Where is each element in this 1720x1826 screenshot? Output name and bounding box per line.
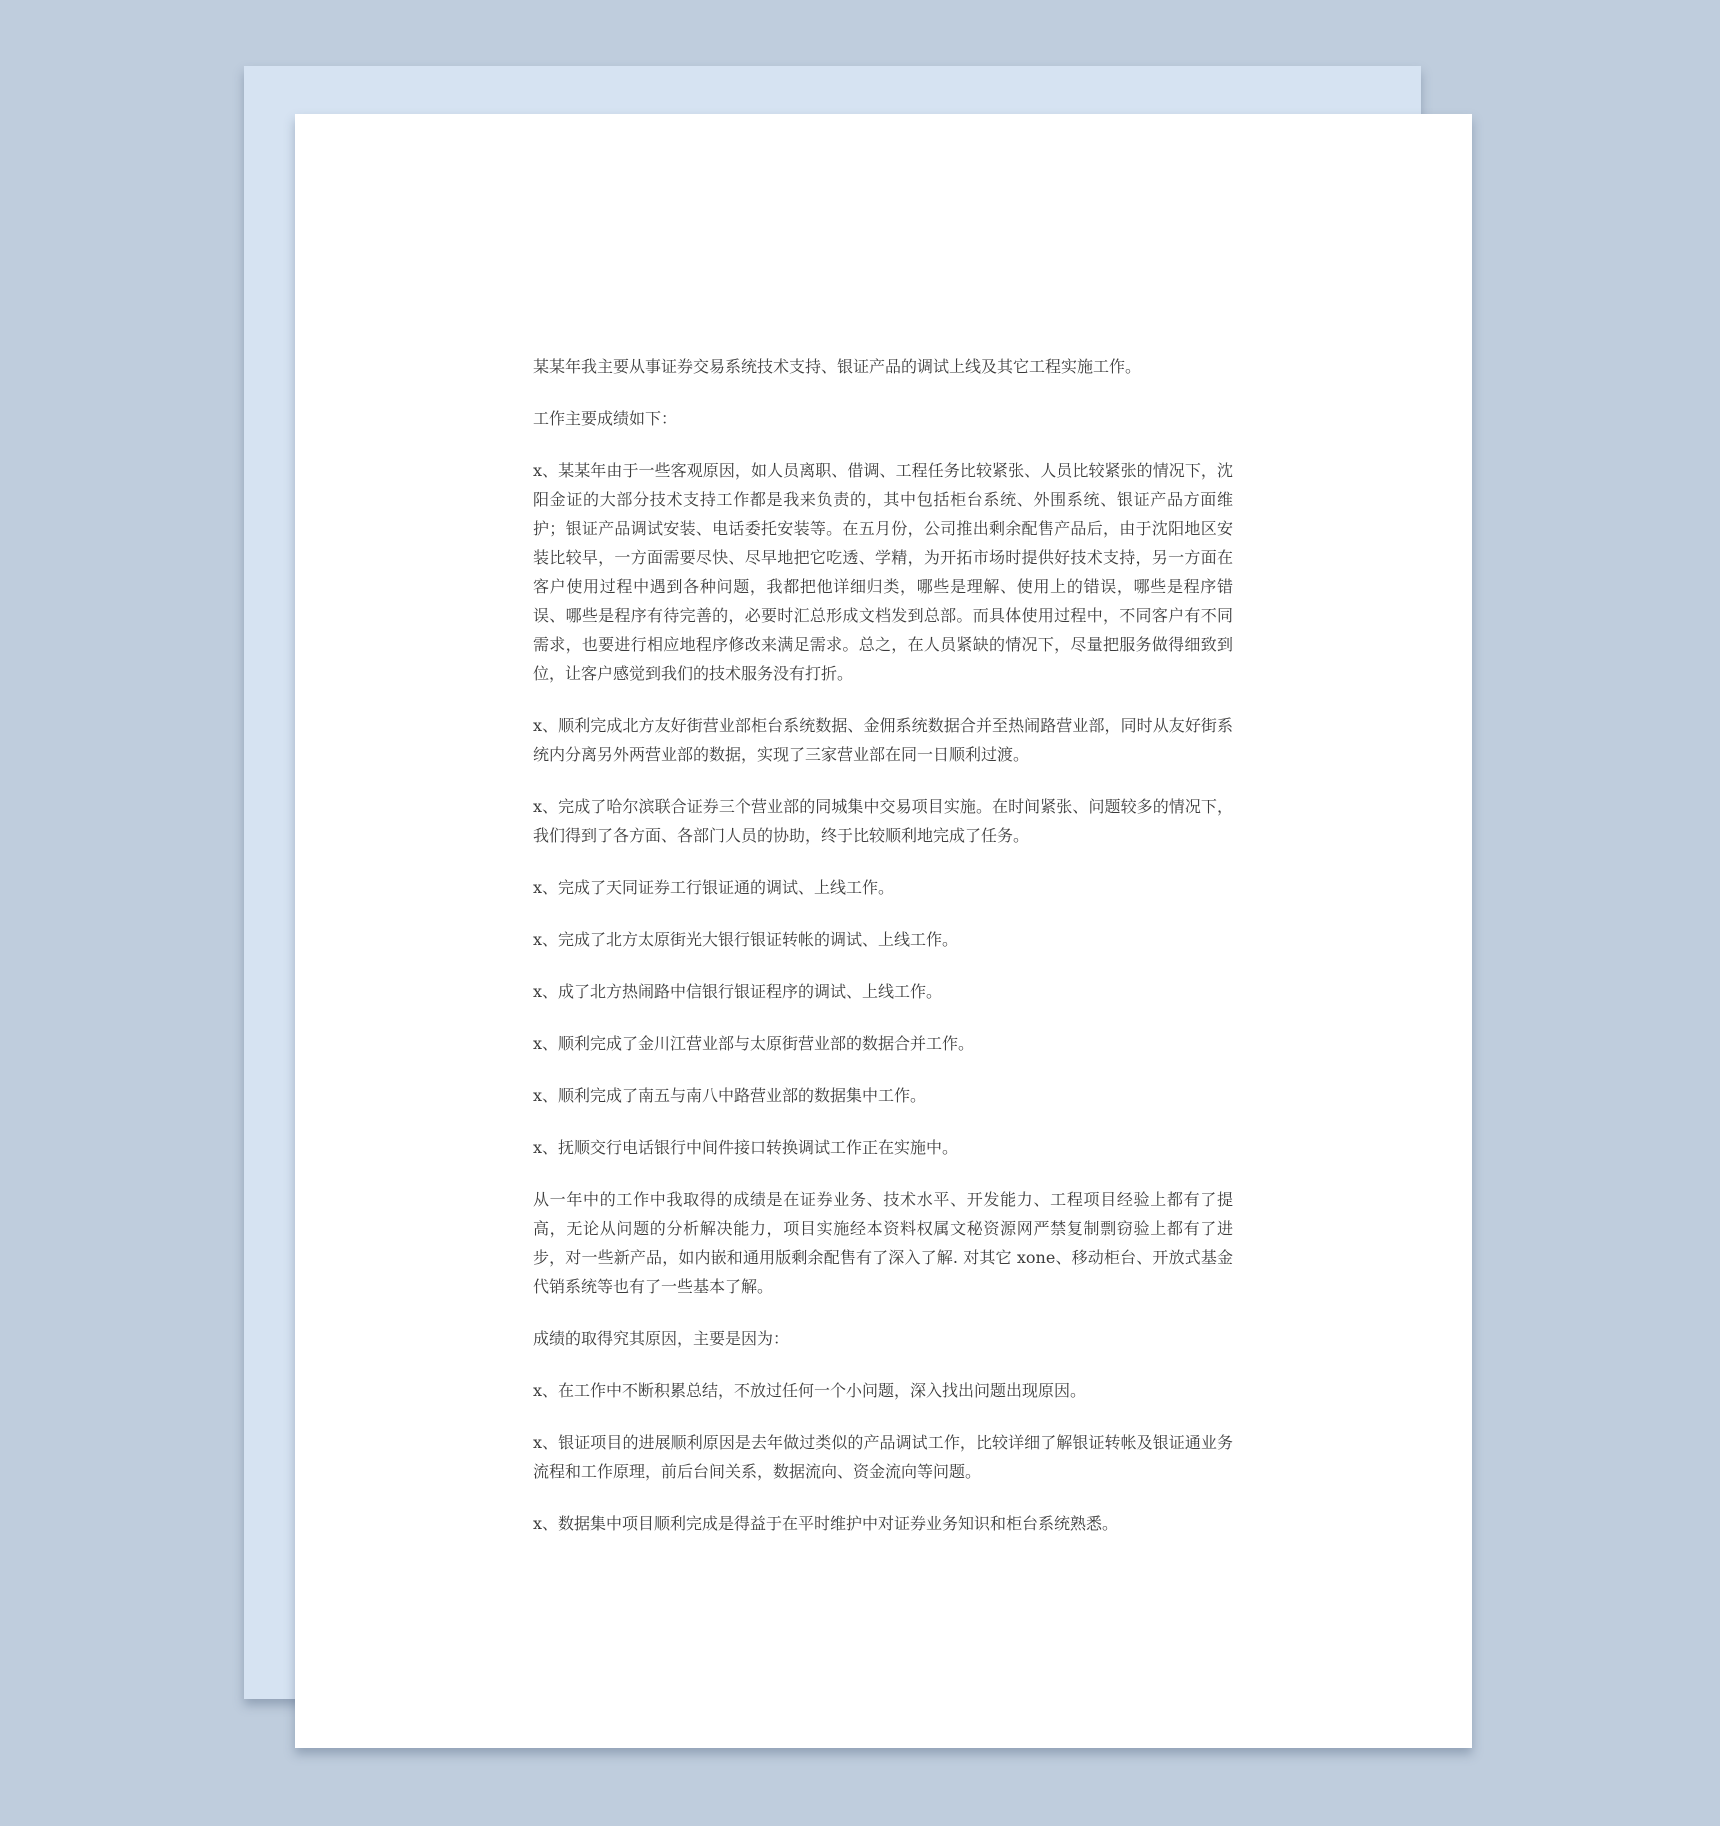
paragraph-item: x、顺利完成了金川江营业部与太原街营业部的数据合并工作。 <box>533 1034 975 1053</box>
paragraph-item: x、在工作中不断积累总结，不放过任何一个小问题，深入找出问题出现原因。 <box>533 1381 1087 1400</box>
paragraph-item: x、数据集中项目顺利完成是得益于在平时维护中对证券业务知识和柜台系统熟悉。 <box>533 1514 1119 1533</box>
paragraph-item: x、某某年由于一些客观原因，如人员离职、借调、工程任务比较紧张、人员比较紧张的情况下，沈阳金证的大部分技术支持工作都是我来负责的，其中包括柜台系统、外围系统、银证产品方面维护；银证产品调试安装、电话委托安装等。在五月份，公司推出剩余配售产品后，由于沈阳地区安装比较早，一方面需要尽快、尽早地把它吃透、学精，为开拓市场时提供好技术支持，另一方面在客户使用过程中遇到各种问题，我都把他详细归类，哪些是理解、使用上的错误，哪些是程序错误、哪些是程序有待完善的，必要时汇总形成文档发到总部。而具体使用过程中，不同客户有不同需求，也要进行相应地程序修改来满足需求。总之，在人员紧缺的情况下，尽量把服务做得细致到位，让客户感觉到我们的技术服务没有打折。 <box>533 461 1233 683</box>
paragraph-heading-reasons: 成绩的取得究其原因，主要是因为： <box>533 1329 790 1348</box>
paragraph-item: x、完成了北方太原街光大银行银证转帐的调试、上线工作。 <box>533 930 959 949</box>
paragraph-item: x、银证项目的进展顺利原因是去年做过类似的产品调试工作，比较详细了解银证转帐及银证通业务流程和工作原理，前后台间关系，数据流向、资金流向等问题。 <box>533 1433 1233 1481</box>
paragraph-intro: 某某年我主要从事证券交易系统技术支持、银证产品的调试上线及其它工程实施工作。 <box>533 357 1142 376</box>
document-page <box>295 114 1472 1748</box>
paragraph-item: x、成了北方热闹路中信银行银证程序的调试、上线工作。 <box>533 982 943 1001</box>
paragraph-item: x、完成了天同证券工行银证通的调试、上线工作。 <box>533 878 895 897</box>
paragraph-item: x、抚顺交行电话银行中间件接口转换调试工作正在实施中。 <box>533 1138 959 1157</box>
document-body <box>533 352 1233 1561</box>
paragraph-item: x、完成了哈尔滨联合证券三个营业部的同城集中交易项目实施。在时间紧张、问题较多的情况下，我们得到了各方面、各部门人员的协助，终于比较顺利地完成了任务。 <box>533 797 1233 845</box>
paragraph-item: x、顺利完成了南五与南八中路营业部的数据集中工作。 <box>533 1086 927 1105</box>
paragraph-item: x、顺利完成北方友好街营业部柜台系统数据、金佣系统数据合并至热闹路营业部，同时从友好街系统内分离另外两营业部的数据，实现了三家营业部在同一日顺利过渡。 <box>533 716 1233 764</box>
paragraph-summary: 从一年中的工作中我取得的成绩是在证券业务、技术水平、开发能力、工程项目经验上都有了提高，无论从问题的分析解决能力，项目实施经本资料权属文秘资源网严禁复制剽窃验上都有了进步，对一些新产品，如内嵌和通用版剩余配售有了深入了解. 对其它 xone、移动柜台、开放式基金代销系统等也有了一些基本了解。 <box>533 1190 1233 1296</box>
paragraph-heading-achievements: 工作主要成绩如下： <box>533 409 678 428</box>
